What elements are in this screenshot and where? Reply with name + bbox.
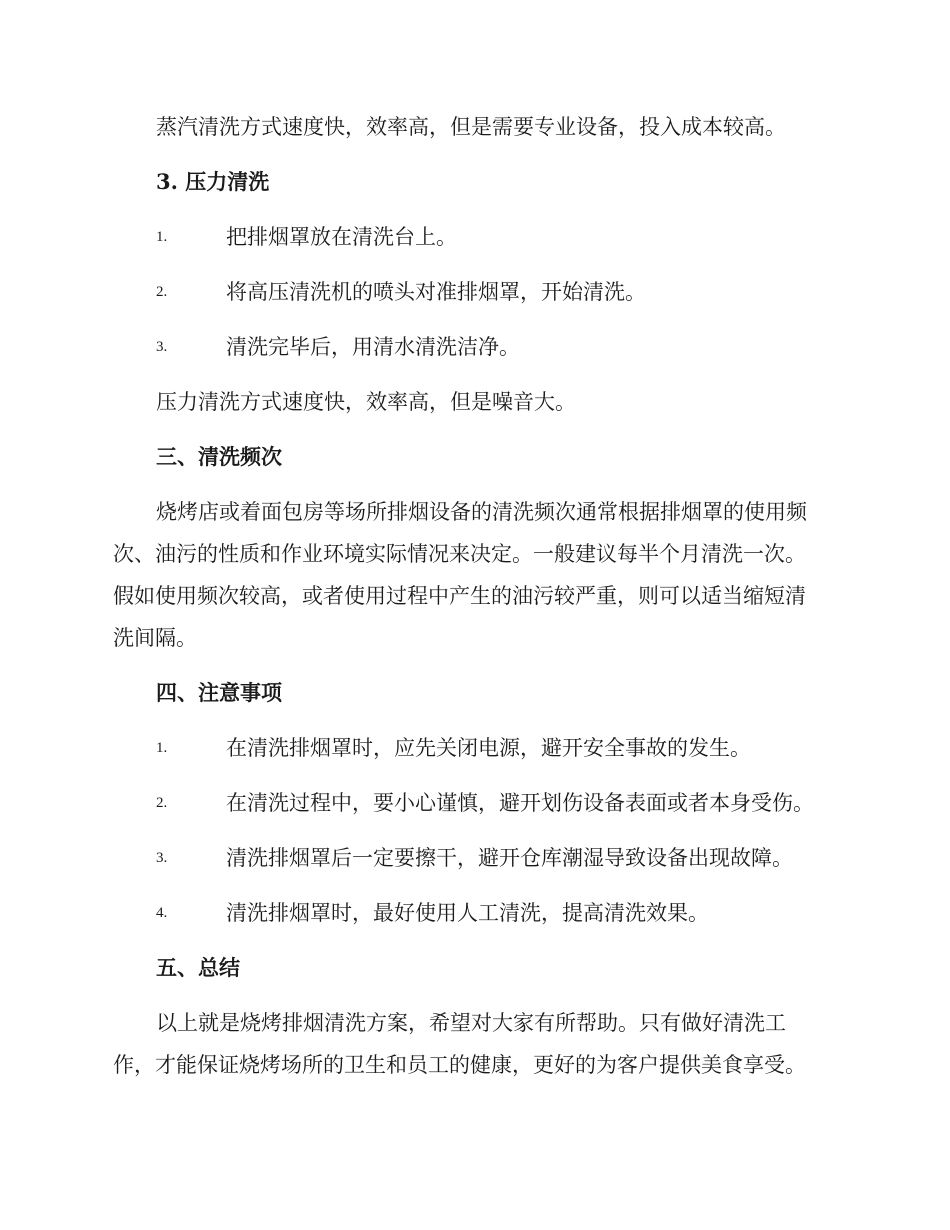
frequency-paragraph-line: 假如使用频次较高，或者使用过程中产生的油污较严重，则可以适当缩短清 — [113, 584, 806, 608]
summary-paragraph-line: 以上就是烧烤排烟清洗方案，希望对大家有所帮助。只有做好清洗工 — [156, 1011, 786, 1035]
list-number: 3. — [156, 850, 168, 866]
list-number: 4. — [156, 905, 168, 921]
list-number: 2. — [156, 284, 168, 300]
summary-paragraph-line: 作，才能保证烧烤场所的卫生和员工的健康，更好的为客户提供美食享受。 — [113, 1053, 806, 1077]
frequency-paragraph-line: 次、油污的性质和作业环境实际情况来决定。一般建议每半个月清洗一次。 — [113, 542, 806, 566]
list-number: 3. — [156, 339, 168, 355]
summary-heading: 五、总结 — [156, 955, 240, 980]
list-text: 将高压清洗机的喷头对准排烟罩，开始清洗。 — [226, 280, 646, 304]
list-text: 把排烟罩放在清洗台上。 — [226, 225, 457, 249]
notes-heading: 四、注意事项 — [156, 680, 282, 705]
frequency-heading: 三、清洗频次 — [156, 444, 282, 469]
list-text: 在清洗排烟罩时，应先关闭电源，避开安全事故的发生。 — [226, 736, 751, 760]
list-text: 清洗排烟罩后一定要擦干，避开仓库潮湿导致设备出现故障。 — [226, 846, 793, 870]
frequency-paragraph-line: 洗间隔。 — [113, 626, 197, 650]
list-text: 在清洗过程中，要小心谨慎，避开划伤设备表面或者本身受伤。 — [226, 791, 814, 815]
list-number: 2. — [156, 795, 168, 811]
list-text: 清洗排烟罩时，最好使用人工清洗，提高清洗效果。 — [226, 901, 709, 925]
pressure-conclusion: 压力清洗方式速度快，效率高，但是噪音大。 — [156, 390, 576, 414]
steam-conclusion: 蒸汽清洗方式速度快，效率高，但是需要专业设备，投入成本较高。 — [156, 115, 786, 139]
list-text: 清洗完毕后，用清水清洗洁净。 — [226, 335, 520, 359]
list-number: 1. — [156, 740, 168, 756]
frequency-paragraph-line: 烧烤店或着面包房等场所排烟设备的清洗频次通常根据排烟罩的使用频 — [156, 500, 807, 524]
pressure-cleaning-heading: 3. 压力清洗 — [156, 169, 270, 194]
list-number: 1. — [156, 229, 168, 245]
